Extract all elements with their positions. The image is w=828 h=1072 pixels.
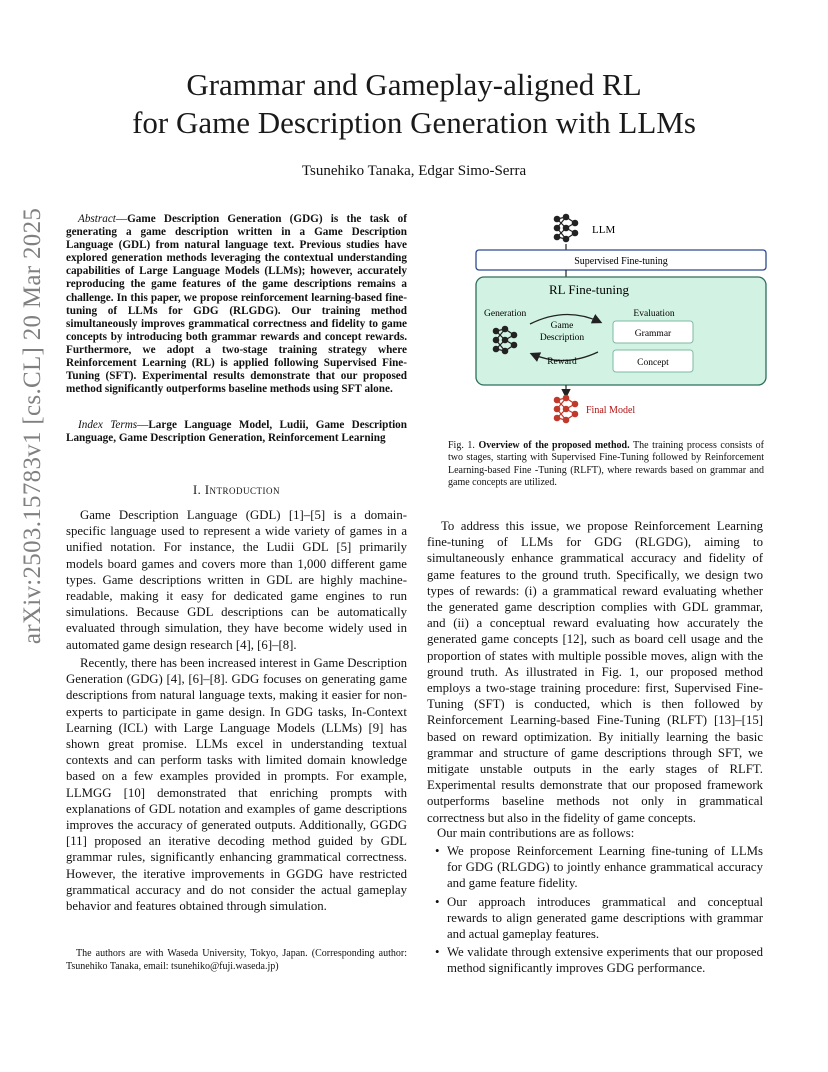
sft-label: Supervised Fine-tuning [574,256,668,267]
title-line-2: for Game Description Generation with LLMs [132,105,696,140]
list-item [427,944,763,976]
reward-label: Reward [547,357,577,367]
footnote: The authors are with Waseda University, Tokyo, Japan. (Corresponding author: Tsunehiko Tanaka, email: tsunehiko@fuji.waseda.jp) [66,948,407,972]
contributions-intro: Our main contributions are as follows: [437,826,635,840]
bullet-icon: • [435,945,440,960]
index-terms-dash: — [137,419,149,431]
overview-figure [448,202,768,432]
caption-text: The training process consists of two stages, starting with Supervised Fine-Tuning followed by Reinforcement Learning-based Fine -Tuning (RLFT), where rewards based on grammar and game concepts are utilized. [448,440,765,489]
arxiv-identifier: arXiv:2503.15783v1 [cs.CL] 20 Mar 2025 [19,207,46,645]
rl-label: RL Fine-tuning [548,282,630,297]
section-heading: I. Introduction [192,483,281,497]
authors: Tsunehiko Tanaka, Edgar Simo-Serra [301,163,527,179]
intro-paragraph-2: Recently, there has been increased interest in Game Description Generation (GDG) [4], [6]–[8]. GDG focuses on generating game descriptions from natural language texts, making it easier for non-experts to participate in game design. In GDG tasks, In-Context Learning (ICL) with Large Language Models (LLMs) [9] has shown great promise. LLMs excel in understanding textual contexts and can perform tasks with limited domain knowledge based on a few examples provided in prompts. For example, LLMGG [10] demonstrated that enriching prompts with explanations of GDL notation and examples of game descriptions improves the accuracy of generated outputs. Additionally, GGDG [11] proposed an iterative decoding method guided by GDL grammar rules, significantly enhancing grammatical correctness. However, the iterative improvements in GGDG have restricted grammatical accuracy and do not consider the actual gameplay behavior and features obtained through simulation. [66,656,407,914]
final-model-label: Final Model [586,405,636,416]
evaluation-label: Evaluation [633,309,675,319]
contribution-text: We validate through extensive experiments that our proposed method significantly improves GDG performance. [447,945,763,976]
description-label: Description [539,333,585,343]
title-line-1: Grammar and Gameplay-aligned RL [186,67,642,102]
figure-caption [448,440,764,490]
bullet-icon: • [435,844,440,858]
contributions-list [427,843,763,979]
abstract-text: Game Description Generation (GDG) is the task of generating a game description written in a Game Description Language (GDL) from natural language text. Previous studies have explored generation methods leveraging the contextual understanding capabilities of Large Language Models (LLMs); however, accurately reproducing the game features of the game descriptions remains a challenge. In this paper, we propose reinforcement learning-based fine-tuning of LLMs for GDG (RLGDG). Our training method simultaneously improves grammatical correctness and fidelity to game concepts by introducing both grammar rewards and concept rewards. Furthermore, we adopt a two-stage training strategy where Reinforcement Learning (RL) is applied following Supervised Fine-Tuning (SFT). Experimental results demonstrate that our proposed method significantly outperforms baseline methods using SFT alone. [66,213,407,396]
right-paragraph-1: To address this issue, we propose Reinforcement Learning fine-tuning of LLMs for GDG (RLGDG), aiming to simultaneously enhance grammatical accuracy and fidelity of game features to the ground truth. Specifically, we design two types of rewards: (i) a grammatical reward evaluating whether the generated game description complies with GDL grammar, and (ii) a conceptual reward evaluating how accurately the generated game concepts [12], such as board cell usage and the proportion of states with multiple possible moves, align with the ground truth. As illustrated in Fig. 1, our proposed method employs a two-stage training procedure: first, Supervised Fine-Tuning (SFT) is conducted, which is then followed by Reinforcement Learning-based Fine-Tuning (RLFT) [13]–[15] based on reward optimization. By initially learning the basic grammar and structure of game descriptions through SFT, we mitigate unstable outputs in the early stages of RLFT. Experimental results demonstrate that our proposed framework outperforms baseline methods not only in grammatical correctness but also in the fidelity of game concepts. [427,519,763,825]
bullet-icon: • [435,894,440,909]
llm-network-icon [554,214,579,243]
concept-label: Concept [637,358,669,368]
caption-label: Fig. 1. [448,440,475,451]
grammar-label: Grammar [634,329,672,339]
abstract-dash: — [115,213,128,225]
index-terms-text: Large Language Model, Ludii, Game Description Language, Game Description Generation, Reinforcement Learning [66,419,407,445]
intro-paragraph-1: Game Description Language (GDL) [1]–[5] is a domain-specific language used to represent a wide variety of games in a unified notation. For instance, the Ludii GDL [5] primarily models board games and covers more than 1,000 different game types. Game descriptions written in GDL are highly machine-readable, making it easy for dedicated game engines to run simulations. Because GDL descriptions can be automatically evaluated through simulation, they have become widely used in automated game design research [4], [6]–[8]. [66,508,407,652]
caption-title: Overview of the proposed method. [478,440,630,451]
index-terms [66,419,407,445]
contribution-text: We propose Reinforcement Learning fine-tuning of LLMs for GDG (RLGDG) to jointly enhance grammatical accuracy and game feature fidelity. [447,844,763,891]
list-item [427,843,763,892]
contribution-text: Our approach introduces grammatical and conceptual rewards to align generated game descriptions with grammar and actual gameplay features. [447,894,763,942]
list-item [427,894,763,943]
generation-label: Generation [484,309,527,319]
llm-label: LLM [592,224,616,236]
paper-title [60,66,768,142]
abstract-label: Abstract [78,213,116,225]
final-model-network-icon [554,395,579,424]
game-label: Game [550,321,574,331]
abstract [66,213,407,396]
index-terms-label: Index Terms [78,419,138,431]
